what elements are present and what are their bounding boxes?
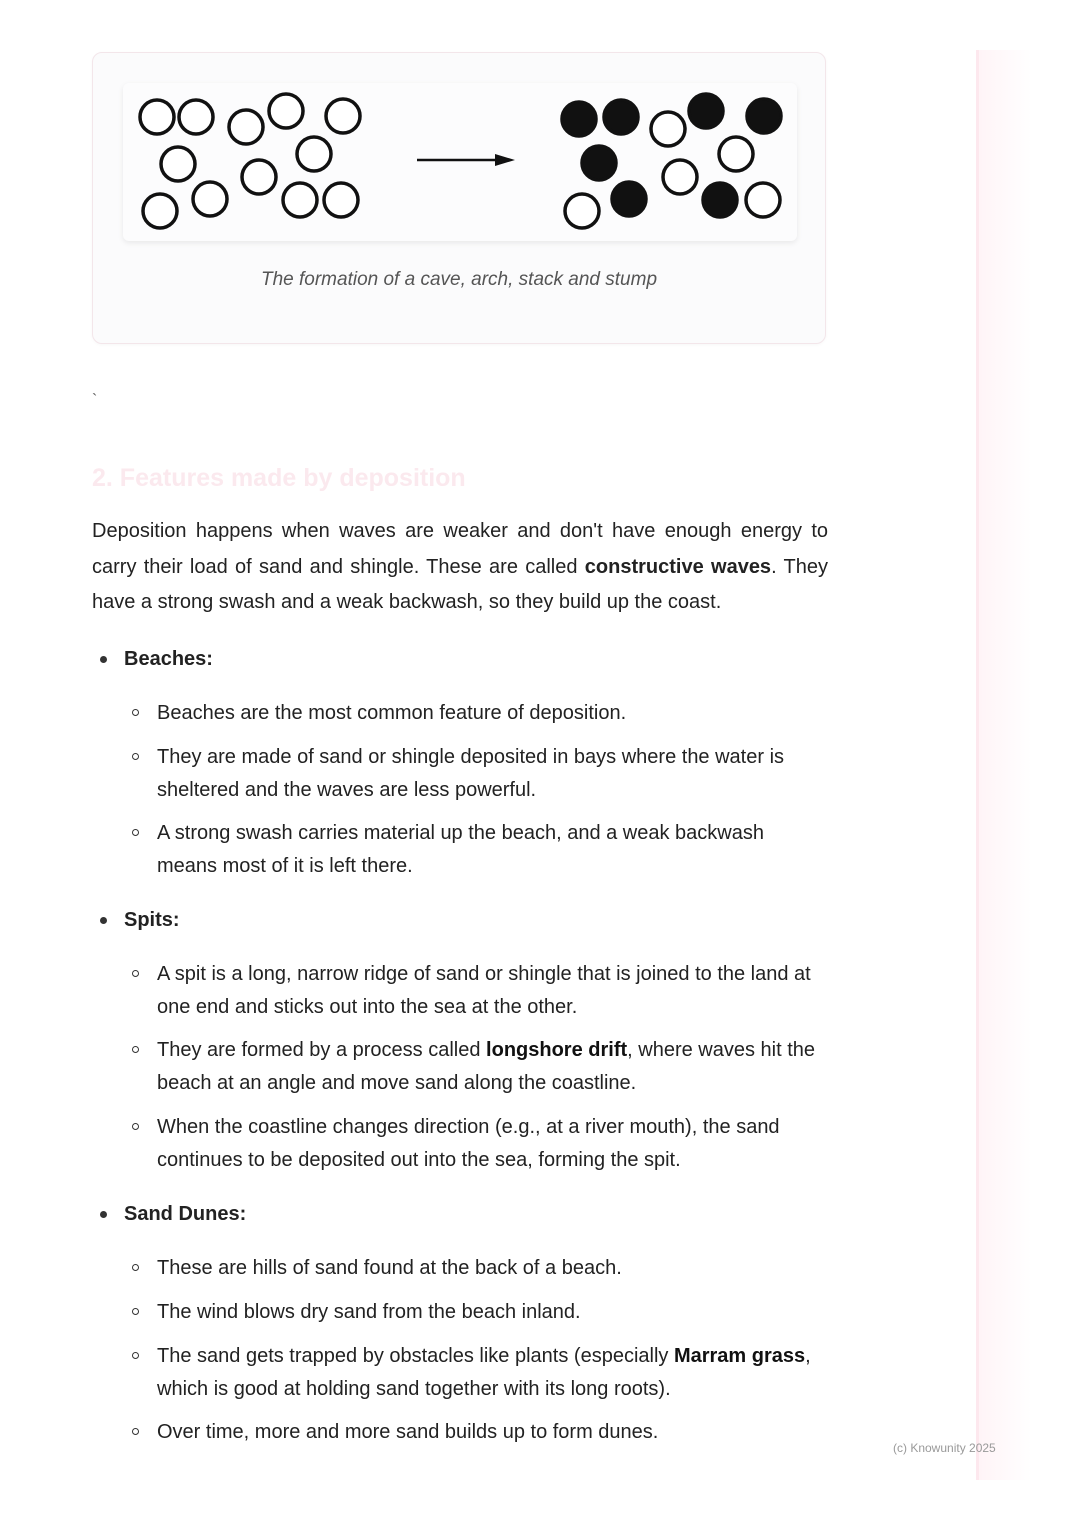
particle-diagram <box>123 83 797 241</box>
left-particle <box>161 147 195 181</box>
right-particle-filled <box>747 99 781 133</box>
feature-title-text: Sand Dunes: <box>124 1203 247 1225</box>
circle-bullet-icon <box>132 1308 139 1315</box>
feature-sand-dunes <box>92 1200 832 1443</box>
left-particle <box>143 194 177 228</box>
right-particle-filled <box>612 182 646 216</box>
section-heading: 2. Features made by deposition <box>92 464 466 492</box>
left-particle <box>324 183 358 217</box>
list-item <box>157 958 827 1024</box>
circle-bullet-icon <box>132 970 139 977</box>
list-item-text: When the coastline changes direction (e.g., at a river mouth), the sand continues to be deposited out into the sea, forming the spit. <box>157 1116 780 1171</box>
list-item <box>157 1034 827 1100</box>
right-particle-empty <box>651 112 685 146</box>
bold-term: Marram grass <box>673 1345 806 1367</box>
circle-bullet-icon <box>132 1046 139 1053</box>
left-particle <box>283 183 317 217</box>
right-particle-filled <box>562 102 596 136</box>
right-particle-filled <box>689 94 723 128</box>
intro-paragraph <box>92 514 828 621</box>
particle-diagram-svg <box>123 83 797 241</box>
list-item <box>157 817 827 883</box>
arrow-head <box>495 154 515 166</box>
feature-title <box>92 645 832 673</box>
circle-bullet-icon <box>132 829 139 836</box>
list-item <box>157 1111 827 1177</box>
list-item <box>157 741 827 807</box>
feature-spits <box>92 906 832 1171</box>
feature-title-text: Spits: <box>124 909 180 931</box>
intro-text-1: Deposition happens when waves are weaker and don't have enough energy to carry their load of sand and shingle. These are called <box>92 520 828 578</box>
intro-text-2: . They have a strong swash and a weak backwash, so they build up the coast. <box>92 555 829 613</box>
figure-caption: The formation of a cave, arch, stack and stump <box>260 269 658 290</box>
left-particle <box>326 99 360 133</box>
list-item <box>157 697 827 730</box>
list-item-text: They are formed by a process called <box>157 1039 487 1061</box>
list-item <box>157 1340 827 1406</box>
right-particle-filled <box>703 183 737 217</box>
list-item-text: They are made of sand or shingle deposited in bays where the water is sheltered and the waves are less powerful. <box>157 746 785 801</box>
list-item-text: Over time, more and more sand builds up to form dunes. <box>157 1421 659 1443</box>
bullet-icon <box>100 917 107 924</box>
right-particle-filled <box>604 100 638 134</box>
bold-term: longshore drift <box>486 1039 628 1061</box>
left-particle <box>140 100 174 134</box>
list-item <box>157 1252 827 1285</box>
list-item-text: , where waves hit the beach at an angle and move sand along the coastline. <box>157 1039 816 1094</box>
list-item-text: The wind blows dry sand from the beach inland. <box>157 1301 581 1323</box>
feature-title <box>92 906 832 934</box>
list-item <box>157 1296 827 1329</box>
left-particle <box>242 160 276 194</box>
list-item-text: Beaches are the most common feature of deposition. <box>157 702 627 724</box>
list-item-text: A strong swash carries material up the beach, and a weak backwash means most of it is left there. <box>157 822 764 877</box>
circle-bullet-icon <box>132 1352 139 1359</box>
feature-title-text: Beaches: <box>124 648 213 670</box>
right-particle-empty <box>746 183 780 217</box>
circle-bullet-icon <box>132 1428 139 1435</box>
stray-mark: ` <box>92 392 98 409</box>
page-edge-band <box>976 50 1032 1480</box>
circle-bullet-icon <box>132 1264 139 1271</box>
circle-bullet-icon <box>132 709 139 716</box>
circle-bullet-icon <box>132 1123 139 1130</box>
left-particle <box>229 110 263 144</box>
right-particle-filled <box>582 146 616 180</box>
list-item <box>157 1416 827 1449</box>
circle-bullet-icon <box>132 753 139 760</box>
intro-bold-term: constructive waves <box>584 555 772 578</box>
left-particle <box>297 137 331 171</box>
bullet-icon <box>100 1211 107 1218</box>
right-particle-empty <box>719 137 753 171</box>
list-item-text: These are hills of sand found at the back of a beach. <box>157 1257 622 1279</box>
left-particle <box>193 182 227 216</box>
list-item-text: The sand gets trapped by obstacles like plants (especially <box>157 1345 674 1367</box>
feature-beaches <box>92 645 832 877</box>
copyright: (c) Knowunity 2025 <box>893 1441 996 1455</box>
right-particle-empty <box>565 194 599 228</box>
right-particle-empty <box>663 160 697 194</box>
left-particle <box>179 100 213 134</box>
feature-title <box>92 1200 832 1228</box>
figure-card <box>92 52 826 344</box>
list-item-text: A spit is a long, narrow ridge of sand or shingle that is joined to the land at one end and sticks out into the sea at the other. <box>157 963 811 1018</box>
left-particle <box>269 94 303 128</box>
bullet-icon <box>100 656 107 663</box>
list-item-text: , which is good at holding sand together with its long roots). <box>157 1345 811 1400</box>
